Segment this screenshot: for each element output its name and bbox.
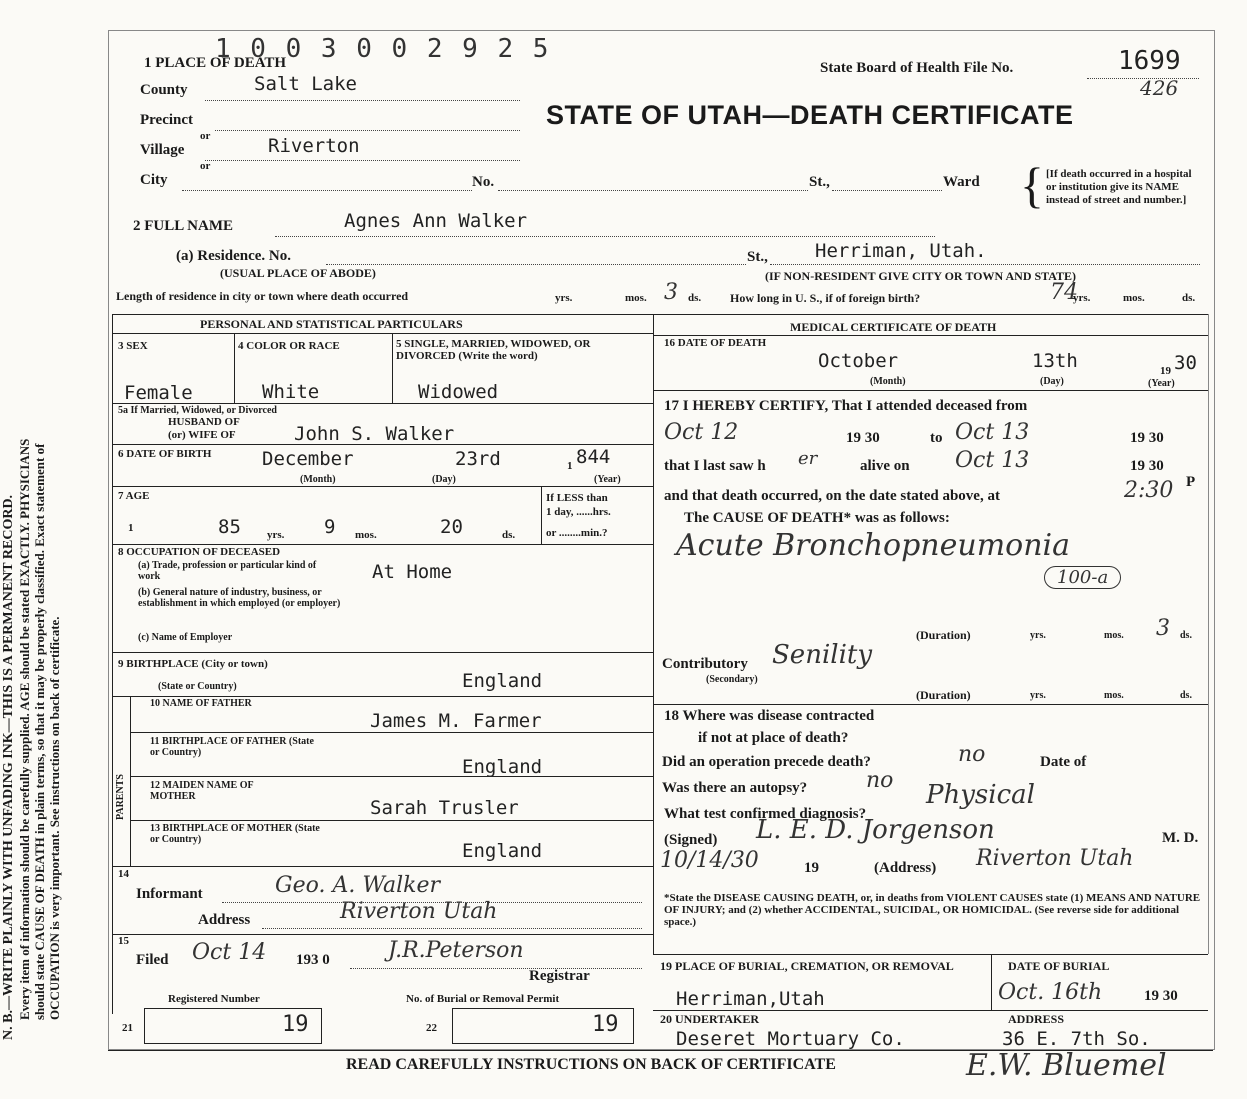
filed-number: 15 — [118, 935, 129, 947]
attend-from-year: 19 30 — [846, 430, 880, 446]
undertaker-value: Deseret Mortuary Co. — [676, 1028, 905, 1050]
village-value: Riverton — [268, 135, 360, 157]
less-label-1: If LESS than — [546, 492, 608, 504]
informant-value: Geo. A. Walker — [275, 873, 441, 898]
registrar-signature: J.R.Peterson — [388, 938, 524, 963]
duration-ds-2: ds. — [1180, 690, 1192, 701]
st-label: St., — [809, 174, 830, 190]
filed-year: 193 0 — [296, 952, 330, 968]
stamp-number: 1 0 0 3 0 0 2 9 2 5 — [215, 34, 551, 64]
age-ds: 20 — [440, 516, 463, 538]
less-label-3: or ........min.? — [546, 527, 608, 539]
foreign-label: How long in U. S., if of foreign birth? — [730, 291, 921, 305]
time-value: 2:30 — [1124, 478, 1174, 503]
sex-label: 3 SEX — [118, 340, 148, 352]
cause-label: The CAUSE OF DEATH* was as follows: — [684, 510, 950, 526]
occupation-label: 8 OCCUPATION OF DECEASED — [118, 546, 281, 558]
occupation-value: At Home — [372, 561, 453, 583]
registered-number-index: 21 — [122, 1022, 133, 1034]
age-yrs: 85 — [218, 516, 241, 538]
test-label: What test confirmed diagnosis? — [664, 806, 867, 822]
duration-mos-value: 3 — [1156, 616, 1170, 641]
dob-day-caption: (Day) — [432, 474, 456, 485]
file-no-label: State Board of Health File No. — [820, 60, 1014, 76]
mother-birthplace-value: England — [462, 840, 543, 862]
last-saw-year: 19 30 — [1130, 458, 1164, 474]
parents-label: PARENTS — [115, 774, 126, 820]
burial-value: Herriman,Utah — [676, 988, 825, 1010]
city-label: City — [140, 172, 168, 188]
color-value: White — [262, 381, 320, 403]
mother-label: 12 MAIDEN NAME OF MOTHER — [150, 780, 254, 802]
informant-address-label: Address — [198, 912, 251, 928]
village-label: Village — [140, 142, 185, 158]
certificate-title: STATE OF UTAH—DEATH CERTIFICATE — [546, 100, 1074, 130]
length-label: Length of residence in city or town where death occurred — [116, 289, 409, 303]
burial-year: 19 30 — [1144, 988, 1178, 1004]
filed-label: Filed — [136, 952, 169, 968]
age-label: 7 AGE — [118, 490, 150, 502]
signed-date: 10/14/30 — [660, 848, 759, 873]
brace-glyph: { — [1020, 157, 1044, 213]
autopsy-value: no — [866, 768, 894, 793]
length-yrs: yrs. — [555, 292, 573, 304]
father-label: 10 NAME OF FATHER — [150, 698, 252, 709]
dob-month: December — [262, 448, 354, 470]
operation-value: no — [958, 742, 986, 767]
dob-label: 6 DATE OF BIRTH — [118, 448, 212, 460]
secondary-label: (Secondary) — [706, 674, 758, 685]
residence-label: (a) Residence. No. — [176, 248, 291, 264]
file-no-value: 1699 — [1118, 46, 1181, 76]
age-ds-label: ds. — [502, 529, 516, 541]
attend-from-value: Oct 12 — [664, 420, 739, 445]
medical-heading: MEDICAL CERTIFICATE OF DEATH — [790, 320, 997, 334]
burial-permit-value: 19 — [592, 1012, 619, 1037]
burial-date-value: Oct. 16th — [998, 980, 1103, 1005]
informant-label: Informant — [136, 886, 203, 902]
dob-year: 844 — [576, 446, 611, 468]
cause-footnote: *State the DISEASE CAUSING DEATH, or, in deaths from VIOLENT CAUSES state (1) MEANS AND NATURE OF INJURY; and (2) whether ACCIDENTAL, SUICIDAL, OR HOMICIDAL. (See reverse side for additional space.) — [664, 892, 1201, 928]
duration-mos-2: mos. — [1104, 690, 1124, 701]
age-mos-label: mos. — [355, 529, 377, 541]
less-label-2: 1 day, ......hrs. — [546, 506, 611, 518]
length-ds: ds. — [688, 292, 702, 304]
spouse-label-2: HUSBAND OF — [168, 416, 240, 428]
no-label: No. — [472, 174, 495, 190]
duration-yrs-1: yrs. — [1030, 630, 1046, 641]
cause-code: 100-a — [1044, 566, 1121, 589]
last-saw-label: that I last saw h — [664, 458, 766, 474]
ward-label: Ward — [943, 174, 980, 190]
undertaker-address-label: ADDRESS — [1008, 1012, 1065, 1026]
hospital-note: [If death occurred in a hospital or institution give its NAME instead of street and number.] — [1046, 168, 1192, 206]
or-label-1: or — [200, 130, 211, 142]
autopsy-label: Was there an autopsy? — [662, 780, 808, 796]
occurred-label: and that death occurred, on the date stated above, at — [664, 488, 1000, 504]
date-of-label: Date of — [1040, 754, 1087, 770]
footer-instructions: READ CAREFULLY INSTRUCTIONS ON BACK OF CERTIFICATE — [346, 1056, 836, 1073]
age-mos: 9 — [324, 516, 336, 538]
residence-st-label: St., — [747, 249, 768, 265]
foreign-ds: ds. — [1182, 292, 1196, 304]
county-label: County — [140, 82, 188, 98]
mother-value: Sarah Trusler — [370, 797, 519, 819]
occupation-c-label: (c) Name of Employer — [138, 632, 233, 643]
dob-day: 23rd — [455, 448, 501, 470]
burial-date-label: DATE OF BURIAL — [1008, 959, 1110, 973]
attend-to-value: Oct 13 — [955, 420, 1030, 445]
length-mos: mos. — [625, 292, 647, 304]
signed-label: (Signed) — [664, 832, 718, 848]
last-saw-date: Oct 13 — [955, 448, 1030, 473]
dod-label: 16 DATE OF DEATH — [664, 337, 767, 349]
father-birthplace-label: 11 BIRTHPLACE OF FATHER (State or Country) — [150, 736, 314, 758]
operation-label: Did an operation precede death? — [662, 754, 871, 770]
foreign-yrs: yrs. — [1073, 292, 1091, 304]
dob-year-prefix: 1 — [567, 460, 573, 472]
or-label-2: or — [200, 160, 211, 172]
nonresident-label: (IF NON-RESIDENT GIVE CITY OR TOWN AND STATE) — [765, 269, 1077, 283]
precinct-label: Precinct — [140, 112, 194, 128]
full-name-value: Agnes Ann Walker — [344, 210, 528, 232]
last-saw-pronoun: er — [798, 448, 818, 469]
marital-label: 5 SINGLE, MARRIED, WIDOWED, OR DIVORCED (Write the word) — [396, 338, 591, 362]
dod-day: 13th — [1032, 350, 1078, 372]
side-instructions — [0, 0, 62, 1040]
attend-to-label: to — [930, 430, 943, 446]
age-prefix: 1 — [128, 522, 134, 534]
duration-yrs-2: yrs. — [1030, 690, 1046, 701]
informant-address-value: Riverton Utah — [340, 899, 498, 924]
burial-label: 19 PLACE OF BURIAL, CREMATION, OR REMOVAL — [660, 959, 954, 973]
spouse-label-3: (or) WIFE OF — [168, 429, 236, 441]
side-line-1: N. B.—WRITE PLAINLY WITH UNFADING INK—THIS IS A PERMANENT RECORD. — [1, 494, 16, 1040]
alive-on-label: alive on — [860, 458, 910, 474]
informant-number: 14 — [118, 868, 129, 880]
q18-label: 18 Where was disease contracted — [664, 708, 875, 724]
birthplace-state-label: (State or Country) — [158, 681, 237, 692]
cause-value: Acute Bronchopneumonia — [676, 528, 1070, 563]
foreign-value: 74 — [1050, 280, 1078, 305]
dod-day-caption: (Day) — [1040, 376, 1064, 387]
abode-label: (USUAL PLACE OF ABODE) — [220, 266, 376, 280]
residence-value: Herriman, Utah. — [815, 240, 987, 262]
dod-month-caption: (Month) — [870, 376, 906, 387]
father-birthplace-value: England — [462, 756, 543, 778]
burial-permit-label: No. of Burial or Removal Permit — [406, 993, 560, 1005]
county-value: Salt Lake — [254, 73, 357, 95]
father-value: James M. Farmer — [370, 710, 542, 732]
filed-value: Oct 14 — [192, 940, 267, 965]
registered-number-value: 19 — [282, 1012, 309, 1037]
color-label: 4 COLOR OR RACE — [238, 340, 340, 352]
dod-month: October — [818, 350, 899, 372]
time-suffix: P — [1186, 474, 1196, 490]
side-line-3: should state CAUSE OF DEATH in plain terms, so that it may be properly classified. Exact statement of — [32, 443, 47, 1020]
dod-year-caption: (Year) — [1148, 378, 1175, 389]
length-mos-value: 3 — [664, 280, 678, 305]
md-label: M. D. — [1162, 830, 1199, 846]
physician-address-label: (Address) — [874, 860, 937, 876]
physician-address-value: Riverton Utah — [976, 846, 1134, 871]
undertaker-label: 20 UNDERTAKER — [660, 1012, 760, 1026]
attend-to-year: 19 30 — [1130, 430, 1164, 446]
contributory-label: Contributory — [662, 656, 748, 672]
mother-birthplace-label: 13 BIRTHPLACE OF MOTHER (State or Country) — [150, 823, 320, 845]
test-value: Physical — [926, 780, 1035, 810]
duration-mos-1: mos. — [1104, 630, 1124, 641]
marital-value: Widowed — [418, 381, 499, 403]
undertaker-address-value: 36 E. 7th So. — [1002, 1028, 1151, 1050]
foreign-mos: mos. — [1123, 292, 1145, 304]
side-line-4: OCCUPATION is very important. See instructions on back of certificate. — [47, 616, 62, 1020]
signed-year: 19 — [804, 860, 819, 876]
occupation-b-label: (b) General nature of industry, business, or establishment in which employed (or employer) — [138, 587, 341, 609]
dod-year-prefix: 19 — [1160, 365, 1171, 377]
personal-heading: PERSONAL AND STATISTICAL PARTICULARS — [200, 317, 463, 331]
duration-label-1: (Duration) — [916, 628, 971, 642]
age-yrs-label: yrs. — [267, 529, 285, 541]
place-label: 1 PLACE OF DEATH — [144, 55, 287, 71]
duration-ds-1: ds. — [1180, 630, 1192, 641]
certify-label: 17 I HEREBY CERTIFY, That I attended deceased from — [664, 398, 1028, 414]
side-line-2: Every item of information should be carefully supplied. AGE should be stated EXACTLY. PHYSICIANS — [17, 438, 32, 1020]
dob-year-caption: (Year) — [594, 474, 621, 485]
file-no-sub: 426 — [1140, 76, 1179, 100]
birthplace-label: 9 BIRTHPLACE (City or town) — [118, 658, 268, 670]
birthplace-value: England — [462, 670, 543, 692]
registered-number-label: Registered Number — [168, 993, 260, 1005]
q18-label-2: if not at place of death? — [698, 730, 849, 746]
footer-signature: E.W. Bluemel — [966, 1048, 1167, 1083]
occupation-a-label: (a) Trade, profession or particular kind of work — [138, 560, 317, 582]
spouse-label-1: 5a If Married, Widowed, or Divorced — [118, 405, 277, 416]
dob-month-caption: (Month) — [300, 474, 336, 485]
dod-year: 30 — [1174, 352, 1197, 374]
signed-value: L. E. D. Jorgenson — [756, 815, 995, 845]
contributory-value: Senility — [772, 640, 873, 670]
registrar-label: Registrar — [529, 968, 590, 984]
spouse-value: John S. Walker — [294, 423, 455, 445]
full-name-label: 2 FULL NAME — [133, 218, 234, 234]
burial-permit-index: 22 — [426, 1022, 437, 1034]
sex-value: Female — [124, 382, 193, 404]
duration-label-2: (Duration) — [916, 688, 971, 702]
